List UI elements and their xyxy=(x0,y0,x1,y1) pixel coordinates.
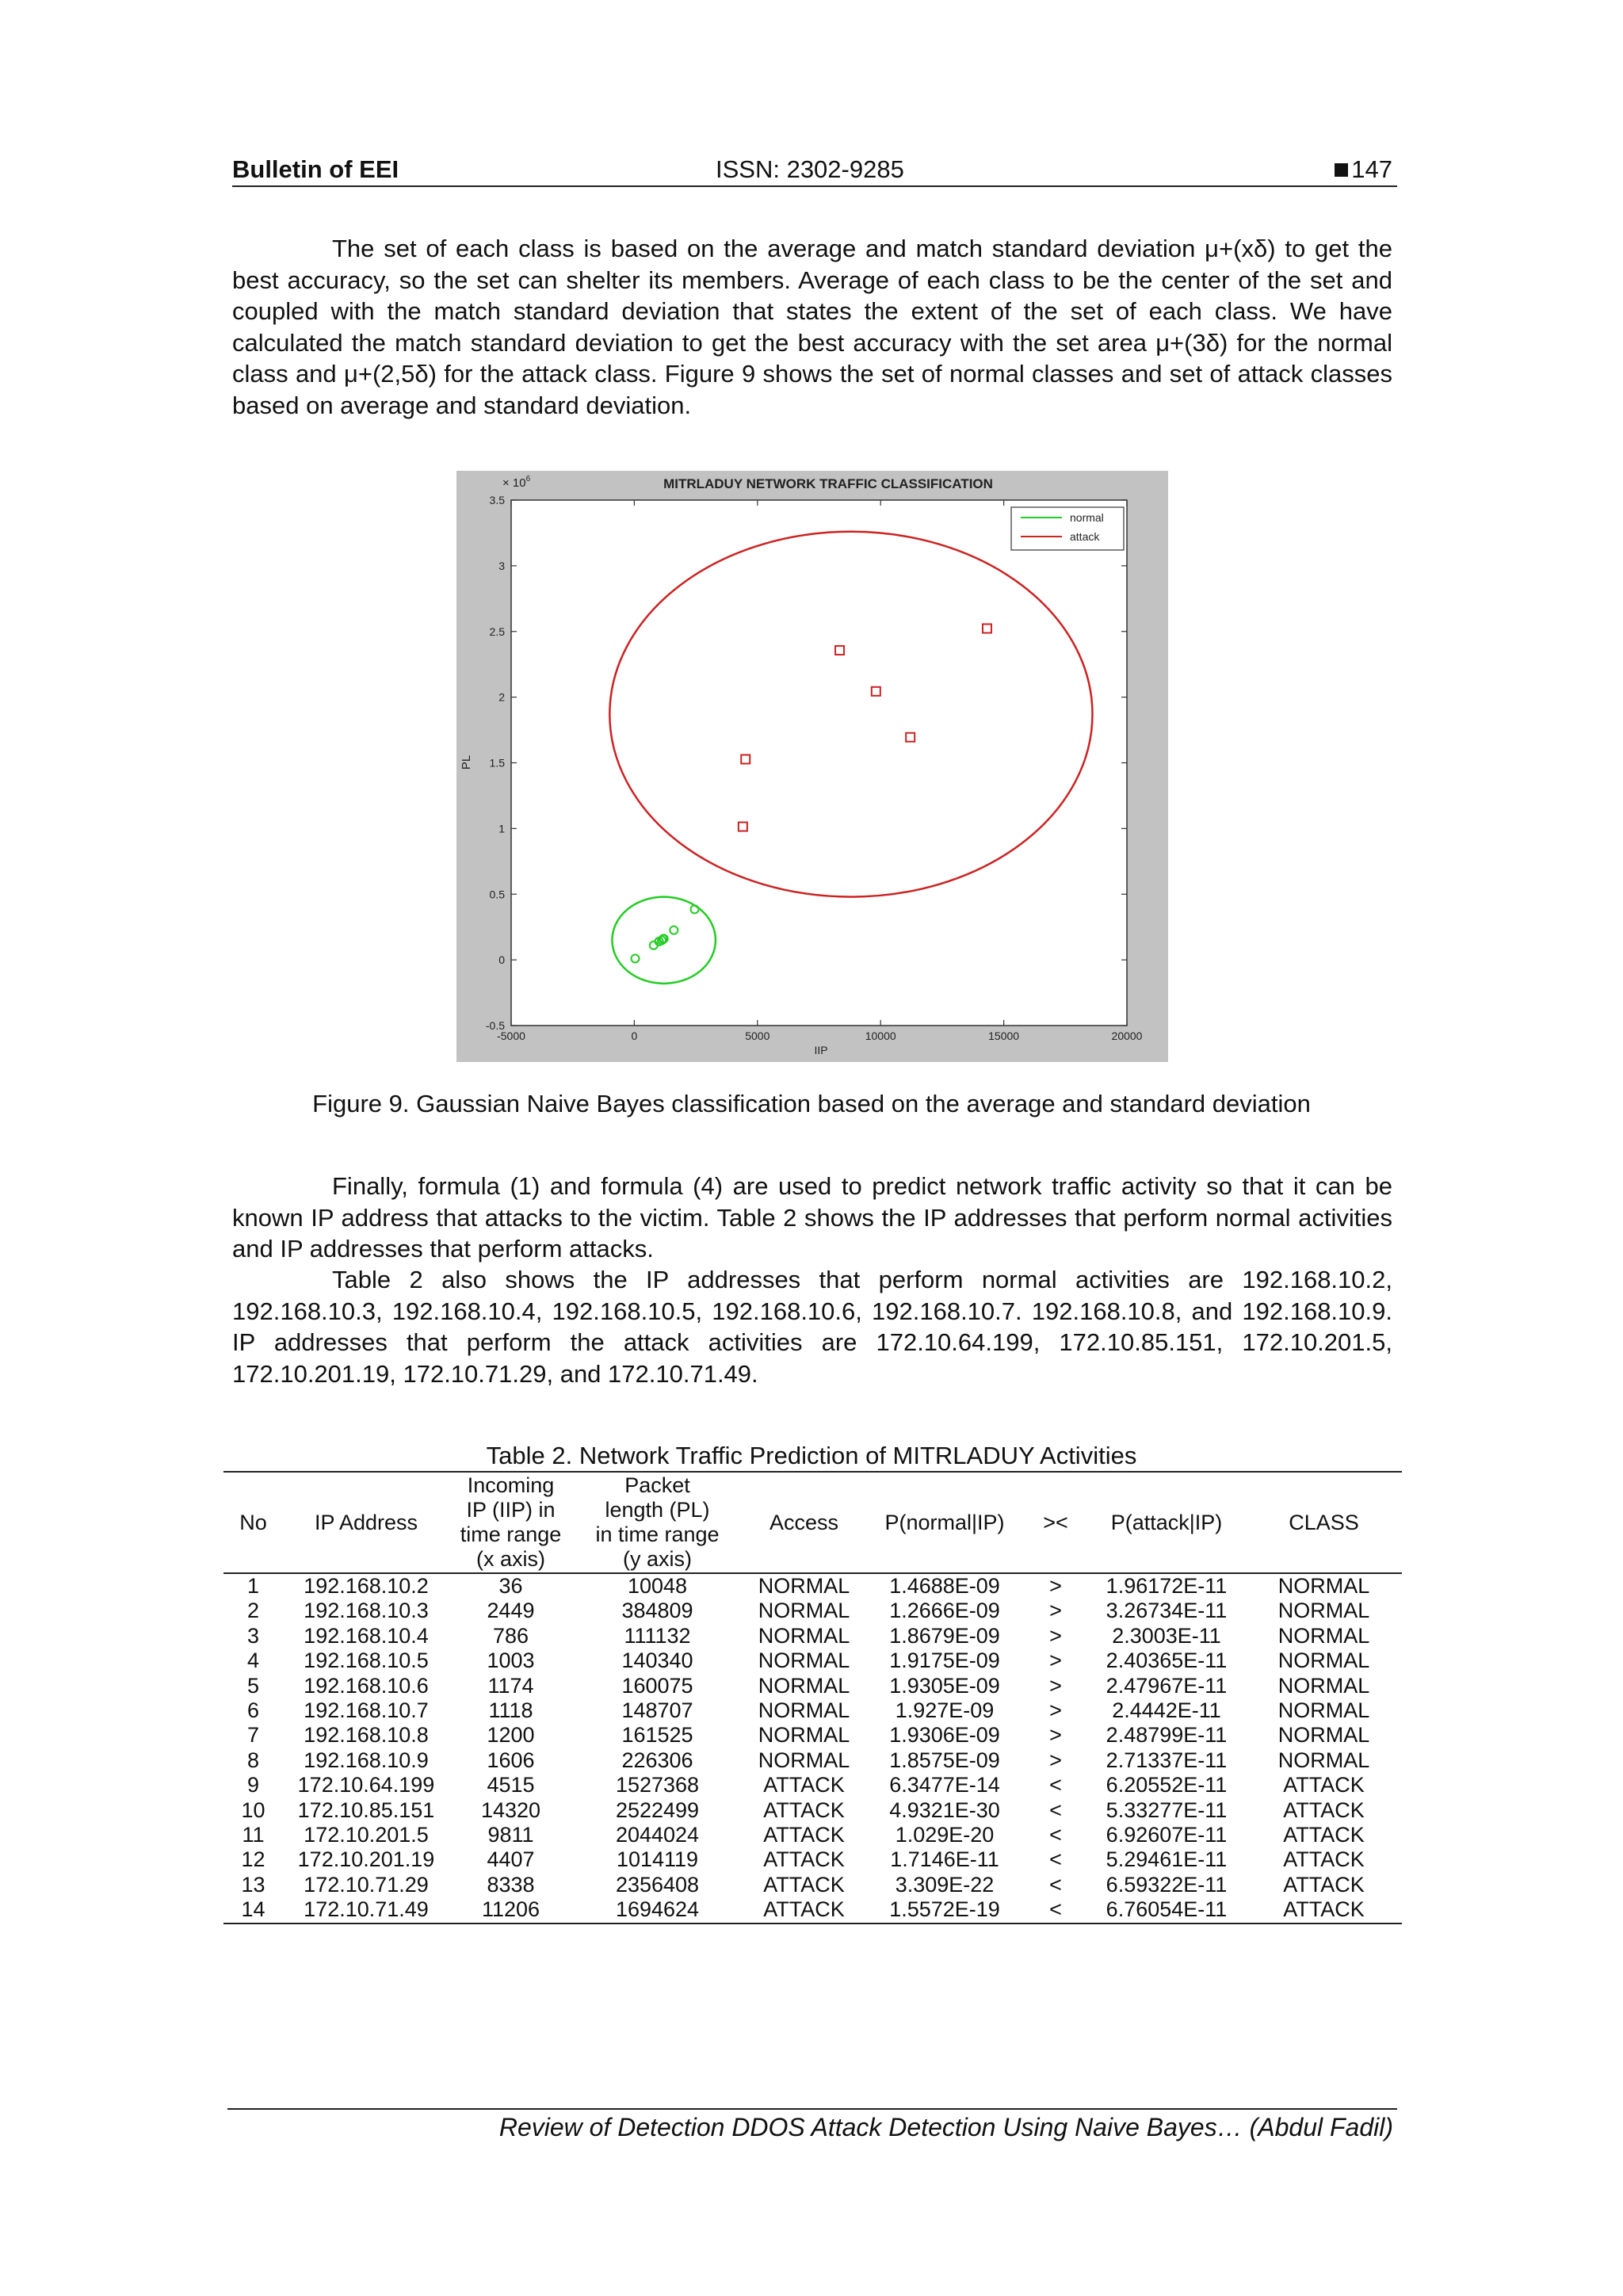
y-tick-label: 1.5 xyxy=(489,756,505,770)
x-tick-label: 10000 xyxy=(865,1030,896,1042)
table-cell: 1118 xyxy=(488,1698,533,1723)
table-row xyxy=(223,1823,1402,1847)
table-cell: 160075 xyxy=(621,1673,693,1698)
table-cell: 1.9175E-09 xyxy=(889,1648,1000,1673)
table-cell: 6.76054E-11 xyxy=(1106,1897,1228,1922)
table-cell: 1694624 xyxy=(615,1897,700,1922)
table-cell: 172.10.71.29 xyxy=(304,1872,429,1897)
table-cell: ATTACK xyxy=(763,1872,845,1897)
table-cell: NORMAL xyxy=(1277,1698,1370,1723)
table-cell: 140340 xyxy=(621,1648,693,1673)
table-cell: 5.33277E-11 xyxy=(1106,1797,1228,1822)
table-cell: 1.9306E-09 xyxy=(889,1723,1000,1748)
footer-divider xyxy=(227,2108,1397,2110)
table-cell: 172.10.64.199 xyxy=(297,1773,435,1797)
table-header-row xyxy=(223,1472,1402,1573)
table-row xyxy=(223,1723,1402,1748)
table-cell: 2 xyxy=(246,1599,260,1623)
table-cell: 6.20552E-11 xyxy=(1106,1773,1228,1797)
table-cell: > xyxy=(1049,1723,1062,1748)
column-header-line: P(normal|IP) xyxy=(884,1510,1005,1534)
table-row xyxy=(223,1773,1402,1797)
table-cell: 1.4688E-09 xyxy=(889,1574,1000,1598)
table-cell: 9 xyxy=(246,1773,260,1797)
table-cell: 6.92607E-11 xyxy=(1106,1823,1228,1847)
column-header xyxy=(1246,1472,1402,1573)
table-cell: 1.8575E-09 xyxy=(889,1748,1000,1772)
table-cell: 1.2666E-09 xyxy=(889,1599,1000,1623)
table-cell: 161525 xyxy=(621,1723,693,1748)
table-cell: 148707 xyxy=(621,1698,693,1723)
column-header-line: IP (IIP) in xyxy=(466,1498,556,1522)
table-cell: 6.3477E-14 xyxy=(889,1773,1000,1797)
x-tick-label: 20000 xyxy=(1111,1030,1143,1042)
y-tick-label: -0.5 xyxy=(485,1019,505,1032)
table-cell: 11206 xyxy=(481,1897,540,1922)
table-cell: 10048 xyxy=(627,1574,688,1598)
table-cell: 1200 xyxy=(487,1723,535,1748)
table-caption: Table 2. Network Traffic Prediction of MITRLADUY Activities xyxy=(486,1442,1137,1469)
column-header xyxy=(449,1472,572,1573)
table-cell: < xyxy=(1049,1872,1062,1897)
table-cell: 6.59322E-11 xyxy=(1106,1872,1228,1897)
y-multiplier: × $10^6$ xyxy=(502,475,531,490)
y-axis-label: PL xyxy=(460,755,473,770)
table-row xyxy=(223,1624,1402,1648)
scatter-chart xyxy=(456,471,1168,1062)
table-cell: 1.96172E-11 xyxy=(1106,1574,1228,1598)
table-cell: NORMAL xyxy=(758,1623,850,1648)
table-cell: 7 xyxy=(246,1723,260,1748)
table-cell: 384809 xyxy=(621,1599,693,1623)
table-cell: NORMAL xyxy=(758,1574,850,1598)
table-cell: 192.168.10.9 xyxy=(304,1748,429,1772)
y-tick-label: 3.5 xyxy=(489,494,505,506)
column-header-line: No xyxy=(239,1510,267,1534)
table-cell: ATTACK xyxy=(1283,1797,1365,1822)
table-cell: 1174 xyxy=(487,1673,534,1698)
table-cell: 172.10.201.19 xyxy=(297,1847,435,1872)
table-cell: < xyxy=(1049,1797,1062,1822)
column-header xyxy=(743,1472,865,1573)
column-header xyxy=(1024,1472,1087,1573)
table-cell: 11 xyxy=(242,1823,265,1847)
table-row xyxy=(223,1897,1402,1923)
table-cell: < xyxy=(1049,1773,1062,1797)
table-cell: 2.40365E-11 xyxy=(1106,1648,1228,1673)
table-cell: NORMAL xyxy=(1277,1673,1370,1698)
column-header-line: IP Address xyxy=(314,1510,418,1534)
column-header-line: >< xyxy=(1043,1510,1068,1534)
column-header-line: Packet xyxy=(624,1473,690,1497)
column-header-line: length (PL) xyxy=(605,1498,710,1522)
table-cell: 1.8679E-09 xyxy=(889,1623,1000,1648)
y-tick-label: 2 xyxy=(498,690,505,704)
table-cell: 192.168.10.8 xyxy=(304,1723,429,1748)
journal-name: Bulletin of EEI xyxy=(232,155,399,183)
x-tick-label: -5000 xyxy=(497,1030,525,1042)
table-cell: NORMAL xyxy=(1277,1623,1370,1648)
table-cell: 192.168.10.6 xyxy=(304,1673,429,1698)
table-cell: NORMAL xyxy=(758,1673,850,1698)
table-cell: ATTACK xyxy=(763,1797,845,1822)
table-cell: NORMAL xyxy=(758,1748,850,1772)
table-cell: 1014119 xyxy=(616,1847,699,1872)
table-cell: 12 xyxy=(241,1847,265,1872)
table-cell: > xyxy=(1049,1623,1062,1648)
column-header xyxy=(1087,1472,1246,1573)
table-cell: 2522499 xyxy=(615,1797,700,1822)
table-cell: < xyxy=(1049,1847,1062,1872)
table-cell: 6 xyxy=(246,1698,260,1723)
table-cell: NORMAL xyxy=(1277,1748,1370,1772)
column-header-line: P(attack|IP) xyxy=(1110,1510,1223,1534)
table-cell: 1527368 xyxy=(615,1773,700,1797)
table-cell: NORMAL xyxy=(758,1648,850,1673)
table-cell: ATTACK xyxy=(1283,1897,1365,1922)
column-header xyxy=(572,1472,743,1573)
table-cell: 36 xyxy=(498,1574,523,1598)
table-cell: 192.168.10.3 xyxy=(304,1599,429,1623)
table-cell: ATTACK xyxy=(763,1897,845,1922)
table-cell: NORMAL xyxy=(758,1599,850,1623)
column-header-line: (y axis) xyxy=(623,1547,692,1571)
table-cell: 1606 xyxy=(487,1748,535,1772)
table-cell: 1.5572E-19 xyxy=(889,1897,1000,1922)
table-row xyxy=(223,1873,1402,1897)
paragraph-prediction: Finally, formula (1) and formula (4) are used to predict network traffic activity so that it can be known IP address that attacks to the victim. Table 2 shows the IP addresses that perform normal activities and IP addresses that perform attacks. xyxy=(232,1172,1392,1263)
table-cell: 1003 xyxy=(487,1648,535,1673)
table-cell: ATTACK xyxy=(1283,1773,1365,1797)
figure-caption: Figure 9. Gaussian Naive Bayes classification based on the average and standard deviation xyxy=(312,1090,1311,1117)
table-cell: > xyxy=(1049,1673,1062,1698)
table-cell: 2356408 xyxy=(615,1872,700,1897)
table-cell: ATTACK xyxy=(1283,1872,1365,1897)
table-cell: 1.927E-09 xyxy=(895,1698,995,1723)
table-row xyxy=(223,1748,1402,1773)
table-cell: 3.309E-22 xyxy=(895,1872,995,1897)
table-cell: ATTACK xyxy=(1283,1847,1365,1872)
table-cell: ATTACK xyxy=(763,1823,845,1847)
paragraph-set-description: The set of each class is based on the average and match standard deviation μ+(xδ) to get the best accuracy, so the set can shelter its members. Average of each class to be the center of the set and coupled with the match standard deviation that states the extent of the set of each class. We have calculated the match standard deviation to get the best accuracy with the set area μ+(3δ) for the normal class and μ+(2,5δ) for the attack class. Figure 9 shows the set of normal classes and set of attack classes based on average and standard deviation. xyxy=(232,235,1392,419)
table-cell: 14320 xyxy=(480,1797,541,1822)
table-cell: > xyxy=(1049,1748,1062,1772)
table-cell: 10 xyxy=(241,1797,265,1822)
table-cell: 4.9321E-30 xyxy=(889,1797,1000,1822)
page-footer: Review of Detection DDOS Attack Detection Using Naive Bayes… (Abdul Fadil) xyxy=(498,2113,1393,2141)
table-cell: > xyxy=(1049,1574,1062,1598)
plot-area xyxy=(511,500,1127,1026)
table-cell: > xyxy=(1049,1648,1062,1673)
column-header xyxy=(283,1472,449,1573)
table-cell: 2449 xyxy=(487,1599,535,1623)
table-cell: NORMAL xyxy=(758,1698,850,1723)
table-row xyxy=(223,1798,1402,1823)
table-cell: 2.48799E-11 xyxy=(1106,1723,1228,1748)
table-cell: NORMAL xyxy=(758,1723,850,1748)
table-row xyxy=(223,1674,1402,1698)
table-cell: > xyxy=(1049,1698,1062,1723)
table-cell: 1.9305E-09 xyxy=(889,1673,1000,1698)
chart-title: MITRLADUY NETWORK TRAFFIC CLASSIFICATION xyxy=(663,476,993,491)
y-tick-label: 3 xyxy=(498,559,505,572)
table-cell: NORMAL xyxy=(1277,1723,1370,1748)
y-tick-label: 1 xyxy=(498,822,505,835)
column-header-line: CLASS xyxy=(1289,1510,1359,1534)
column-header-line: Incoming xyxy=(467,1473,555,1497)
table-cell: 1 xyxy=(246,1574,260,1598)
table-cell: 2.3003E-11 xyxy=(1112,1623,1221,1648)
table-row xyxy=(223,1573,1402,1599)
table-cell: NORMAL xyxy=(1277,1574,1370,1598)
x-tick-label: 0 xyxy=(631,1030,638,1042)
table-cell: 192.168.10.2 xyxy=(304,1574,429,1598)
table-row xyxy=(223,1698,1402,1723)
table-cell: 2.4442E-11 xyxy=(1112,1698,1221,1723)
table-cell: 111132 xyxy=(624,1623,691,1648)
page-number: 147 xyxy=(1351,155,1392,183)
x-axis-label: IIP xyxy=(814,1044,828,1056)
column-header-line: in time range xyxy=(595,1522,720,1546)
table-cell: 192.168.10.5 xyxy=(304,1648,429,1673)
table-cell: 2044024 xyxy=(615,1823,700,1847)
square-bullet-icon xyxy=(1335,163,1348,177)
y-tick-label: 0.5 xyxy=(489,888,505,901)
table-cell: 192.168.10.4 xyxy=(304,1623,429,1648)
table-cell: 2.71337E-11 xyxy=(1106,1748,1228,1772)
issn: ISSN: 2302-9285 xyxy=(716,155,904,183)
table-cell: 4407 xyxy=(487,1847,535,1872)
table-cell: 1.7146E-11 xyxy=(890,1847,999,1872)
table-cell: 226306 xyxy=(621,1748,693,1772)
legend-normal-label: normal xyxy=(1070,511,1104,524)
table-cell: 3.26734E-11 xyxy=(1106,1599,1228,1623)
prediction-table xyxy=(223,1471,1402,1924)
table-cell: 172.10.201.5 xyxy=(304,1823,429,1847)
table-row xyxy=(223,1847,1402,1872)
table-cell: 13 xyxy=(241,1872,265,1897)
table-cell: 14 xyxy=(241,1897,265,1922)
column-header xyxy=(865,1472,1024,1573)
table-cell: 2.47967E-11 xyxy=(1106,1673,1228,1698)
table-cell: < xyxy=(1049,1823,1062,1847)
y-tick-label: 0 xyxy=(498,953,505,967)
table-cell: 172.10.85.151 xyxy=(297,1797,435,1822)
table-2 xyxy=(223,1471,1402,1924)
table-cell: 8 xyxy=(246,1748,260,1772)
table-row xyxy=(223,1648,1402,1673)
table-cell: 192.168.10.7 xyxy=(304,1698,429,1723)
chart-legend xyxy=(1011,507,1124,550)
paragraph-ip-list: Table 2 also shows the IP addresses that perform normal activities are 192.168.10.2, 192.168.10.3, 192.168.10.4, 192.168.10.5, 192.168.10.6, 192.168.10.7. 192.168.10.8, and 192.168.10.9. IP addresses that perform the attack activities are 172.10.64.199, 172.10.85.151, 172.10.201.5, 172.10.201.19, 172.10.71.29, and 172.10.71.49. xyxy=(232,1266,1392,1388)
table-cell: 3 xyxy=(246,1623,260,1648)
table-cell: 5.29461E-11 xyxy=(1106,1847,1228,1872)
y-tick-label: 2.5 xyxy=(489,625,505,638)
column-header-line: (x axis) xyxy=(476,1547,545,1571)
x-tick-label: 15000 xyxy=(988,1030,1020,1042)
figure-9 xyxy=(456,471,1168,1062)
table-cell: < xyxy=(1049,1897,1062,1922)
column-header xyxy=(223,1472,283,1573)
table-cell: ATTACK xyxy=(763,1847,845,1872)
table-cell: 5 xyxy=(246,1673,260,1698)
table-cell: NORMAL xyxy=(1277,1648,1370,1673)
column-header-line: Access xyxy=(769,1510,839,1534)
table-cell: NORMAL xyxy=(1277,1599,1370,1623)
table-cell: ATTACK xyxy=(763,1773,845,1797)
table-cell: 1.029E-20 xyxy=(895,1823,995,1847)
table-cell: 8338 xyxy=(487,1872,535,1897)
page-header xyxy=(232,154,1397,187)
table-cell: > xyxy=(1049,1599,1062,1623)
table-row xyxy=(223,1599,1402,1623)
table-cell: 172.10.71.49 xyxy=(304,1897,429,1922)
table-cell: 9811 xyxy=(487,1823,534,1847)
table-cell: ATTACK xyxy=(1283,1823,1365,1847)
table-cell: 4515 xyxy=(487,1773,535,1797)
table-cell: 4 xyxy=(246,1648,260,1673)
column-header-line: time range xyxy=(460,1522,562,1546)
x-tick-label: 5000 xyxy=(745,1030,770,1042)
legend-attack-label: attack xyxy=(1070,530,1100,543)
table-cell: 786 xyxy=(492,1623,529,1648)
